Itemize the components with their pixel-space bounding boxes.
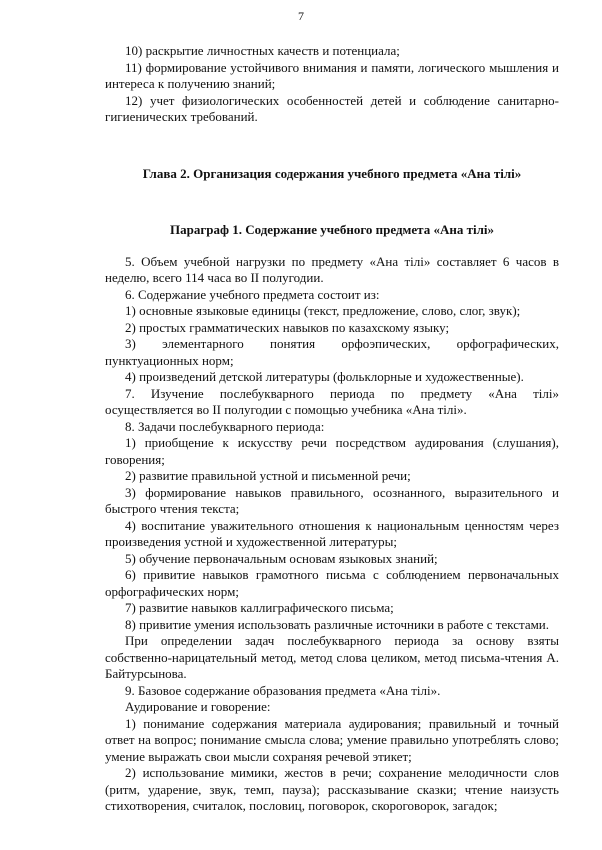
paragraph-title: Параграф 1. Содержание учебного предмета «Ана тілі» [169,222,494,237]
list-item: 2) использование мимики, жестов в речи; сохранение мелодичности слов (ритм, ударение, звук, темп, пауза); рассказывание сказки; чтение наизусть стихотворения, считалок, пословиц, поговорок, скороговорок, загадок; [105,765,559,813]
page-content [105,43,559,815]
list-item: 1) основные языковые единицы (текст, предложение, слово, слог, звук); [125,303,521,318]
list-item: 2) развитие правильной устной и письменной речи; [125,468,411,483]
list-item: 3) элементарного понятия орфоэпических, орфографических, пунктуационных норм; [105,336,559,368]
list-item: 6) привитие навыков грамотного письма с соблюдением первоначальных орфографических норм; [105,567,559,599]
body-paragraph: 6. Содержание учебного предмета состоит из: [125,286,380,302]
list-item: 1) приобщение к искусству речи посредством аудирования (слушания), говорения; [105,435,559,467]
list-item: 7) развитие навыков каллиграфического письма; [125,600,394,615]
list-item: 8) привитие умения использовать различные источники в работе с текстами. [125,616,550,632]
list-item: 12) учет физиологических особенностей детей и соблюдение санитарно-гигиенических требований. [105,92,559,124]
list-item: 1) понимание содержания материала аудирования; правильный и точный ответ на вопрос; понимание смысла слова; умение правильно употреблять слово; умение выражать свои мысли сохраняя речевой этикет; [105,715,559,764]
list-item: 3) формирование навыков правильного, осознанного, выразительного и быстрого чтения текста; [105,484,559,516]
list-item: 10) раскрытие личностных качеств и потенциала; [125,43,400,58]
list-item: 11) формирование устойчивого внимания и памяти, логического мышления и интереса к получению знаний; [105,59,559,91]
list-item: 5) обучение первоначальным основам языковых знаний; [125,550,438,566]
body-paragraph: 8. Задачи послебукварного периода: [125,418,325,434]
body-paragraph: При определении задач послебукварного периода за основу взяты собственно-нарицательный метод, метод слова целиком, метод письма-чтения А. Байтурсынова. [105,633,559,681]
body-paragraph: Аудирование и говорение: [125,699,271,714]
body-paragraph: 7. Изучение послебукварного периода по предмету «Ана тілі» осуществляется во II полугодии с помощью учебника «Ана тілі». [105,385,559,417]
list-item: 4) произведений детской литературы (фольклорные и художественные). [125,369,524,384]
body-paragraph: 9. Базовое содержание образования предмета «Ана тілі». [125,682,441,698]
chapter-title: Глава 2. Организация содержания учебного предмета «Ана тілі» [142,165,522,181]
list-item: 2) простых грамматических навыков по казахскому языку; [125,319,450,335]
list-item: 4) воспитание уважительного отношения к национальным ценностям через произведения устной и художественной литературы; [105,517,559,549]
body-paragraph: 5. Объем учебной нагрузки по предмету «Ана тілі» составляет 6 часов в неделю, всего 114 часа во II полугодии. [105,253,559,285]
page-number: 7 [298,9,304,23]
